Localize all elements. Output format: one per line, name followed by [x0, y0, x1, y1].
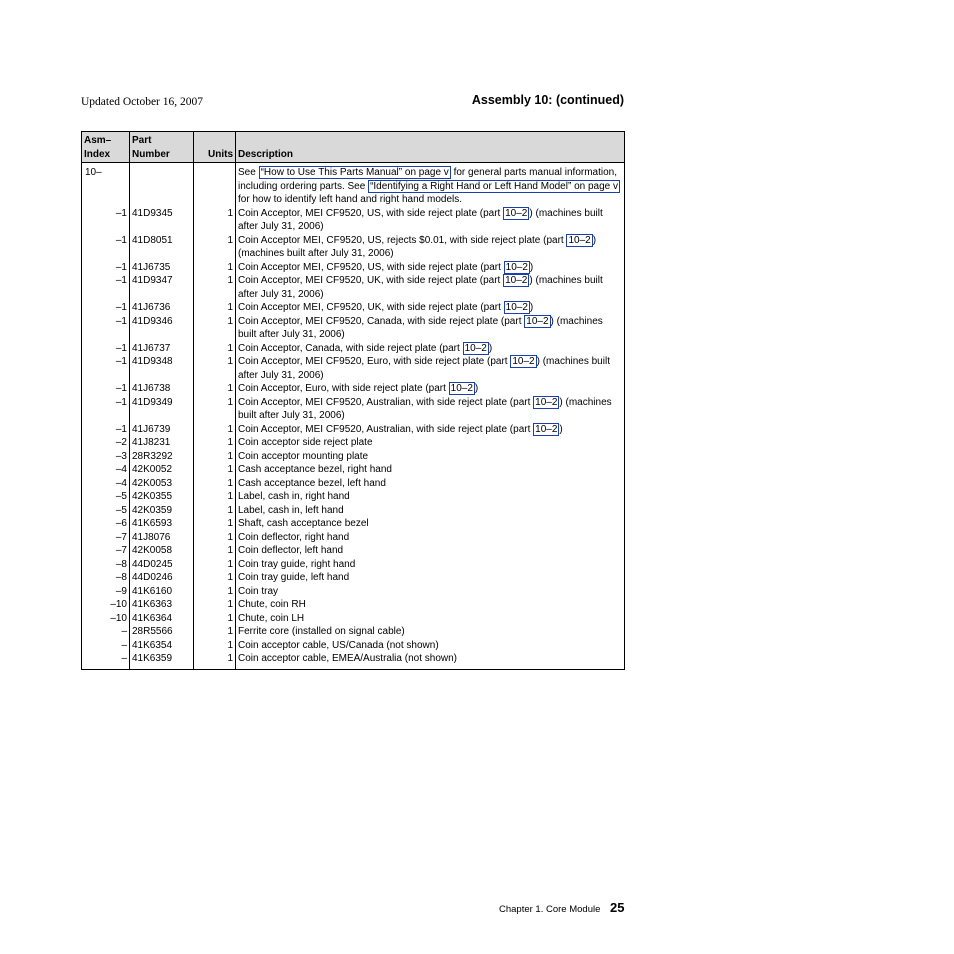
asm-index-cell: –1: [82, 355, 130, 382]
intro-text: for how to identify left hand and right hand models.: [238, 194, 463, 205]
part-number-cell: 41J8076: [130, 531, 194, 545]
units-cell: 1: [194, 301, 236, 315]
description-text: Cash acceptance bezel, right hand: [238, 464, 392, 475]
part-number-cell: 41K6364: [130, 612, 194, 626]
description-cell: [236, 598, 625, 612]
table-row: [82, 490, 625, 504]
description-text: Cash acceptance bezel, left hand: [238, 477, 386, 489]
description-text: ) (machines built after July 31, 2006): [238, 356, 610, 381]
description-text: ) (machines built after July 31, 2006): [238, 275, 603, 300]
table-row: [82, 517, 625, 531]
figure-link[interactable]: 10–2: [535, 396, 558, 408]
part-number-cell: 41D9349: [130, 396, 194, 423]
table-row: [82, 558, 625, 572]
table-row: [82, 571, 625, 585]
description-text: ) (machines built after July 31, 2006): [238, 207, 603, 232]
description-cell: [236, 301, 625, 315]
units-cell: 1: [194, 544, 236, 558]
part-number-cell: 41J6736: [130, 301, 194, 315]
asm-index-cell: –10: [82, 612, 130, 626]
asm-index-cell: –8: [82, 558, 130, 572]
description-text: ): [529, 302, 534, 313]
description-cell: [236, 342, 625, 356]
table-row: [82, 234, 625, 261]
asm-index-cell: –1: [82, 207, 130, 234]
description-cell: [236, 639, 625, 653]
asm-index-cell: –3: [82, 450, 130, 464]
asm-index-cell: –: [82, 652, 130, 669]
description-text: ): [488, 342, 493, 354]
table-row: [82, 207, 625, 234]
asm-index-cell: –: [82, 625, 130, 639]
description-text: Coin Acceptor MEI, CF9520, US, rejects $0.01, with side reject plate (part: [238, 234, 567, 246]
units-cell: 1: [194, 504, 236, 518]
col-header-index-line2: Index: [84, 148, 111, 160]
description-cell: [236, 504, 625, 518]
units-cell: 1: [194, 652, 236, 669]
description-text: ): [474, 383, 479, 394]
col-header-part-line1: Part: [132, 135, 152, 146]
asm-index-cell: –1: [82, 261, 130, 275]
table-row: [82, 382, 625, 396]
figure-link[interactable]: 10–2: [568, 234, 591, 246]
description-text: Coin Acceptor, MEI CF9520, Australian, with side reject plate (part: [238, 396, 534, 408]
part-number-cell: 42K0058: [130, 544, 194, 558]
table-row: [82, 544, 625, 558]
asm-index-cell: –1: [82, 382, 130, 396]
description-cell: [236, 274, 625, 301]
description-text: Coin acceptor cable, EMEA/Australia (not shown): [238, 653, 457, 664]
table-row: [82, 652, 625, 669]
description-cell: [236, 531, 625, 545]
figure-link[interactable]: 10–2: [526, 315, 549, 327]
table-row: [82, 463, 625, 477]
units-cell: 1: [194, 585, 236, 599]
description-text: Ferrite core (installed on signal cable): [238, 626, 405, 637]
description-text: ) (machines built after July 31, 2006): [238, 234, 597, 259]
link-how-to-use[interactable]: “How to Use This Parts Manual” on page v: [260, 167, 449, 178]
intro-row: [82, 163, 625, 207]
col-header-units: Units: [194, 132, 236, 163]
description-text: Chute, coin RH: [238, 599, 306, 610]
part-number-cell: 41J6737: [130, 342, 194, 356]
units-cell: 1: [194, 490, 236, 504]
description-text: Coin tray guide, left hand: [238, 572, 350, 583]
asm-index-cell: –1: [82, 274, 130, 301]
units-cell: 1: [194, 639, 236, 653]
description-cell: [236, 544, 625, 558]
units-cell: 1: [194, 261, 236, 275]
asm-index-cell: –6: [82, 517, 130, 531]
figure-link[interactable]: 10–2: [505, 207, 528, 219]
table-row: [82, 612, 625, 626]
page-number: 25: [610, 900, 625, 915]
col-header-index: [82, 132, 130, 163]
table-row: [82, 477, 625, 491]
asm-index-cell: –5: [82, 490, 130, 504]
description-cell: [236, 382, 625, 396]
description-text: Coin Acceptor, MEI CF9520, UK, with side reject plate (part: [238, 275, 504, 286]
description-cell: [236, 558, 625, 572]
asm-index-cell: –5: [82, 504, 130, 518]
description-text: Coin deflector, left hand: [238, 545, 344, 556]
asm-index-cell: –1: [82, 315, 130, 342]
description-text: ): [559, 423, 563, 435]
description-cell: [236, 261, 625, 275]
description-text: Coin Acceptor, MEI CF9520, Canada, with side reject plate (part: [238, 315, 525, 327]
table-row: [82, 639, 625, 653]
col-header-description: Description: [236, 132, 625, 163]
description-text: Label, cash in, right hand: [238, 491, 350, 502]
description-text: Coin tray: [238, 585, 279, 597]
table-row: [82, 450, 625, 464]
part-number-cell: 42K0052: [130, 463, 194, 477]
description-cell: [236, 234, 625, 261]
asm-index-cell: –7: [82, 544, 130, 558]
part-number-cell: 41D9348: [130, 355, 194, 382]
description-text: Coin Acceptor, MEI CF9520, Euro, with side reject plate (part: [238, 356, 511, 367]
description-text: ) (machines built after July 31, 2006): [238, 315, 603, 340]
description-text: Coin Acceptor MEI, CF9520, US, with side reject plate (part: [238, 261, 504, 273]
description-text: Coin acceptor mounting plate: [238, 450, 369, 462]
description-text: Label, cash in, left hand: [238, 504, 344, 516]
table-header-row: [82, 132, 625, 163]
part-number-cell: 28R5566: [130, 625, 194, 639]
description-cell: [236, 315, 625, 342]
figure-link[interactable]: 10–2: [512, 356, 535, 367]
units-cell: 1: [194, 571, 236, 585]
description-cell: [236, 207, 625, 234]
description-text: Shaft, cash acceptance bezel: [238, 518, 369, 529]
units-cell: 1: [194, 342, 236, 356]
part-number-cell: 41D9346: [130, 315, 194, 342]
units-cell: 1: [194, 463, 236, 477]
part-number-cell: 41K6160: [130, 585, 194, 599]
description-cell: [236, 477, 625, 491]
asm-index-cell: –10: [82, 598, 130, 612]
table-row: [82, 261, 625, 275]
part-number-cell: 41J8231: [130, 436, 194, 450]
description-cell: [236, 396, 625, 423]
part-number-cell: 41D8051: [130, 234, 194, 261]
col-header-part: [130, 132, 194, 163]
table-row: [82, 436, 625, 450]
asm-index-cell: –2: [82, 436, 130, 450]
description-cell: [236, 355, 625, 382]
asm-index-cell: –1: [82, 234, 130, 261]
part-number-cell: 44D0246: [130, 571, 194, 585]
col-header-part-line2: Number: [132, 148, 170, 160]
part-number-cell: 41D9345: [130, 207, 194, 234]
part-number-cell: 41J6738: [130, 382, 194, 396]
asm-index-cell: –4: [82, 463, 130, 477]
table-row: [82, 274, 625, 301]
asm-index-cell: –1: [82, 396, 130, 423]
part-number-cell: 41K6354: [130, 639, 194, 653]
description-cell: [236, 625, 625, 639]
units-cell: 1: [194, 450, 236, 464]
description-cell: [236, 612, 625, 626]
units-cell: 1: [194, 423, 236, 437]
description-cell: [236, 450, 625, 464]
col-header-index-line1: Asm–: [84, 135, 112, 146]
units-cell: 1: [194, 382, 236, 396]
part-number-cell: 41J6735: [130, 261, 194, 275]
description-text: Coin Acceptor MEI, CF9520, UK, with side reject plate (part: [238, 302, 504, 313]
table-row: [82, 301, 625, 315]
parts-table: [81, 131, 625, 670]
units-cell: 1: [194, 517, 236, 531]
figure-link[interactable]: 10–2: [505, 261, 528, 273]
footer-chapter: Chapter 1. Core Module: [499, 904, 601, 915]
units-cell: 1: [194, 477, 236, 491]
part-number-cell: 42K0359: [130, 504, 194, 518]
units-cell: 1: [194, 612, 236, 626]
link-identifying-hand[interactable]: “Identifying a Right Hand or Left Hand Model” on page v: [370, 180, 619, 192]
units-cell: 1: [194, 207, 236, 234]
description-cell: [236, 571, 625, 585]
asm-index-cell: –1: [82, 342, 130, 356]
description-text: ) (machines built after July 31, 2006): [238, 396, 612, 421]
asm-index-cell: –1: [82, 301, 130, 315]
description-text: Coin Acceptor, MEI CF9520, Australian, with side reject plate (part: [238, 423, 534, 435]
asm-index-cell: –4: [82, 477, 130, 491]
part-number-cell: 41J6739: [130, 423, 194, 437]
description-cell: [236, 490, 625, 504]
asm-index-cell: –7: [82, 531, 130, 545]
intro-units: [194, 163, 236, 207]
units-cell: 1: [194, 274, 236, 301]
table-row: [82, 396, 625, 423]
assembly-title: Assembly 10: (continued): [471, 93, 624, 107]
units-cell: 1: [194, 625, 236, 639]
description-text: ): [529, 261, 534, 273]
figure-link[interactable]: 10–2: [450, 383, 473, 394]
units-cell: 1: [194, 598, 236, 612]
part-number-cell: 41K6593: [130, 517, 194, 531]
units-cell: 1: [194, 234, 236, 261]
description-text: Coin Acceptor, Canada, with side reject plate (part: [238, 342, 463, 354]
table-row: [82, 531, 625, 545]
part-number-cell: 28R3292: [130, 450, 194, 464]
table-row: [82, 315, 625, 342]
description-text: Coin acceptor side reject plate: [238, 437, 373, 448]
table-row: [82, 342, 625, 356]
part-number-cell: 42K0355: [130, 490, 194, 504]
table-row: [82, 355, 625, 382]
units-cell: 1: [194, 558, 236, 572]
intro-part: [130, 163, 194, 207]
asm-index-cell: –8: [82, 571, 130, 585]
part-number-cell: 41D9347: [130, 274, 194, 301]
intro-text: for general parts manual information, including ordering parts. See: [238, 167, 618, 192]
units-cell: 1: [194, 436, 236, 450]
part-number-cell: 44D0245: [130, 558, 194, 572]
description-text: Coin tray guide, right hand: [238, 558, 356, 570]
asm-index-cell: –: [82, 639, 130, 653]
description-cell: [236, 463, 625, 477]
table-row: [82, 504, 625, 518]
intro-description: [236, 163, 625, 207]
description-text: Chute, coin LH: [238, 612, 305, 624]
intro-index: 10–: [82, 163, 130, 207]
updated-date: Updated October 16, 2007: [81, 96, 203, 108]
figure-link[interactable]: 10–2: [464, 342, 487, 354]
description-text: Coin acceptor cable, US/Canada (not shown): [238, 639, 439, 651]
description-cell: [236, 517, 625, 531]
description-cell: [236, 423, 625, 437]
figure-link[interactable]: 10–2: [505, 275, 528, 286]
table-row: [82, 625, 625, 639]
part-number-cell: 41K6359: [130, 652, 194, 669]
table-row: [82, 585, 625, 599]
description-cell: [236, 652, 625, 669]
table-row: [82, 598, 625, 612]
part-number-cell: 42K0053: [130, 477, 194, 491]
units-cell: 1: [194, 531, 236, 545]
description-cell: [236, 436, 625, 450]
part-number-cell: 41K6363: [130, 598, 194, 612]
description-text: Coin deflector, right hand: [238, 531, 350, 543]
description-text: Coin Acceptor, Euro, with side reject plate (part: [238, 383, 449, 394]
table-row: [82, 423, 625, 437]
units-cell: 1: [194, 355, 236, 382]
intro-text: See: [238, 167, 259, 178]
figure-link[interactable]: 10–2: [535, 423, 558, 435]
units-cell: 1: [194, 315, 236, 342]
units-cell: 1: [194, 396, 236, 423]
asm-index-cell: –1: [82, 423, 130, 437]
description-cell: [236, 585, 625, 599]
asm-index-cell: –9: [82, 585, 130, 599]
description-text: Coin Acceptor, MEI CF9520, US, with side reject plate (part: [238, 207, 504, 219]
figure-link[interactable]: 10–2: [505, 302, 528, 313]
